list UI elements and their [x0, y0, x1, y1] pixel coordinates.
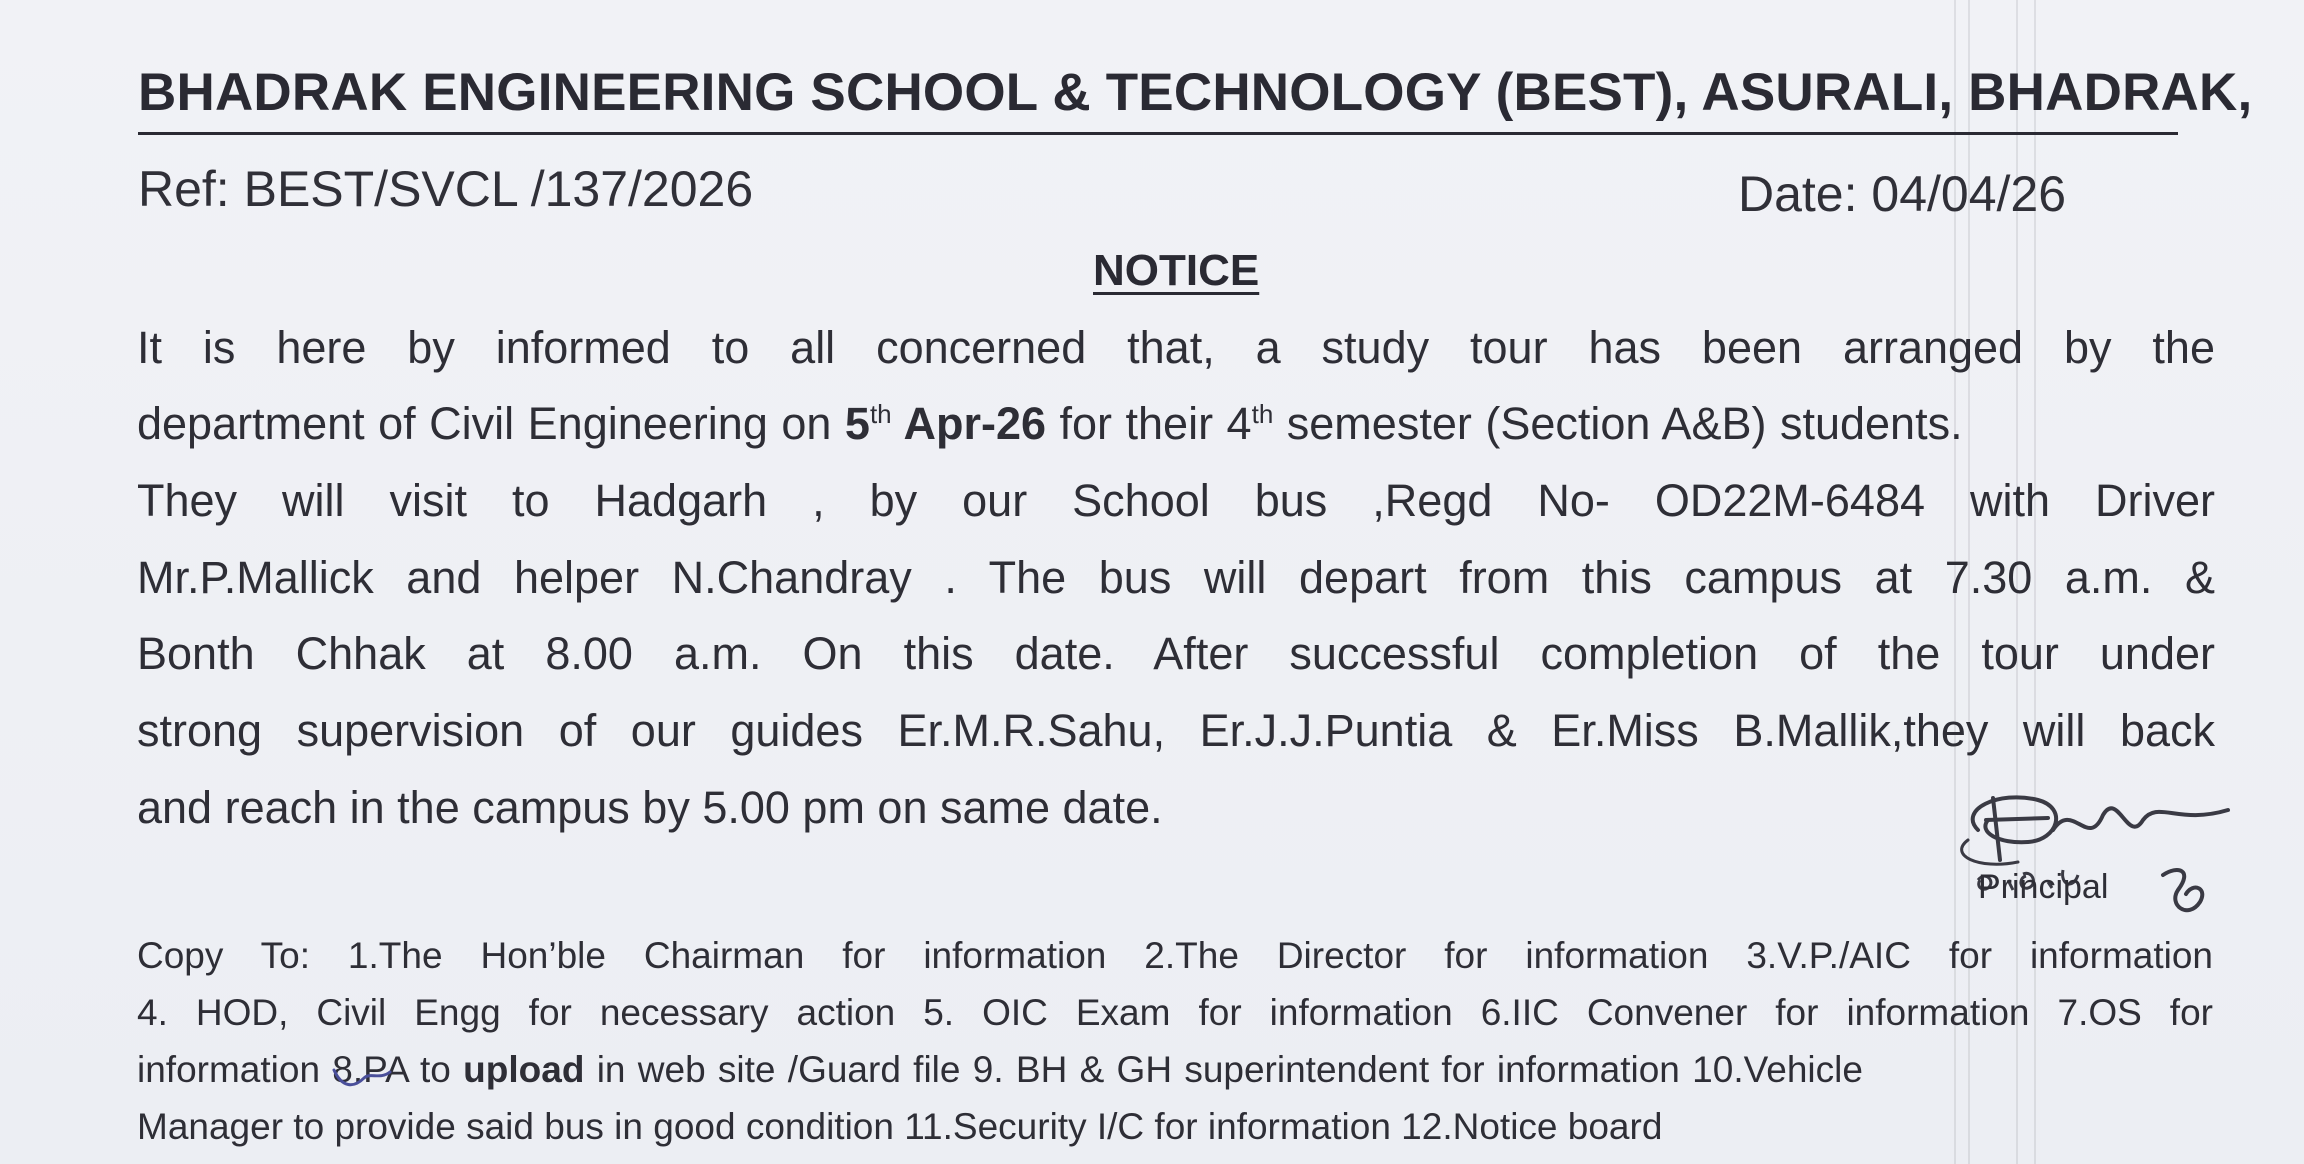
semester-suffix: th	[1251, 399, 1274, 429]
upload-keyword: upload	[463, 1049, 585, 1090]
pen-tick-mark	[330, 1060, 410, 1090]
copy-to-line-3	[137, 1049, 2213, 1091]
notice-line-5: Bonth Chhak at 8.00 a.m. On this date. After successful completion of the tour under	[137, 628, 2215, 679]
notice-line-1: It is here by informed to all concerned that, a study tour has been arranged by the	[137, 322, 2215, 373]
notice-line-2-end: semester (Section A&B) students.	[1273, 398, 1963, 449]
notice-line-2-text: department of Civil Engineering on	[137, 398, 845, 449]
tour-day-suffix: th	[869, 399, 892, 429]
institution-header: BHADRAK ENGINEERING SCHOOL & TECHNOLOGY (BEST), ASURALI, BHADRAK,	[138, 63, 2253, 122]
notice-line-2-semester: for their 4	[1046, 398, 1252, 449]
copy-to-line-3-end: in web site /Guard file 9. BH & GH superintendent for information 10.Vehicle	[584, 1049, 1863, 1090]
header-underline	[138, 132, 2178, 135]
notice-line-2	[137, 398, 2215, 450]
notice-title: NOTICE	[1093, 246, 1260, 295]
copy-to-line-3-text: information 8.PA to	[137, 1049, 464, 1090]
notice-line-6: strong supervision of our guides Er.M.R.Sahu, Er.J.J.Puntia & Er.Miss B.Mallik,they will back	[137, 705, 2215, 756]
tour-day: 5	[844, 398, 870, 449]
tour-month: Apr-26	[891, 398, 1046, 449]
notice-date: Date: 04/04/26	[1738, 166, 2067, 222]
reference-number: Ref: BEST/SVCL /137/2026	[138, 161, 754, 217]
copy-to-line-1: Copy To: 1.The Hon’ble Chairman for information 2.The Director for information 3.V.P./AIC for information	[137, 935, 2213, 976]
notice-line-3: They will visit to Hadgarh , by our School bus ,Regd No- OD22M-6484 with Driver	[137, 475, 2215, 526]
notice-line-7: and reach in the campus by 5.00 pm on same date.	[137, 782, 1163, 833]
signatory-designation: Principal	[1978, 868, 2109, 906]
copy-to-line-4: Manager to provide said bus in good condition 11.Security I/C for information 12.Notice board	[137, 1106, 1663, 1147]
notice-line-4: Mr.P.Mallick and helper N.Chandray . The bus will depart from this campus at 7.30 a.m. &	[137, 552, 2215, 603]
copy-to-line-2: 4. HOD, Civil Engg for necessary action 5. OIC Exam for information 6.IIC Convener for information 7.OS for	[137, 992, 2213, 1033]
